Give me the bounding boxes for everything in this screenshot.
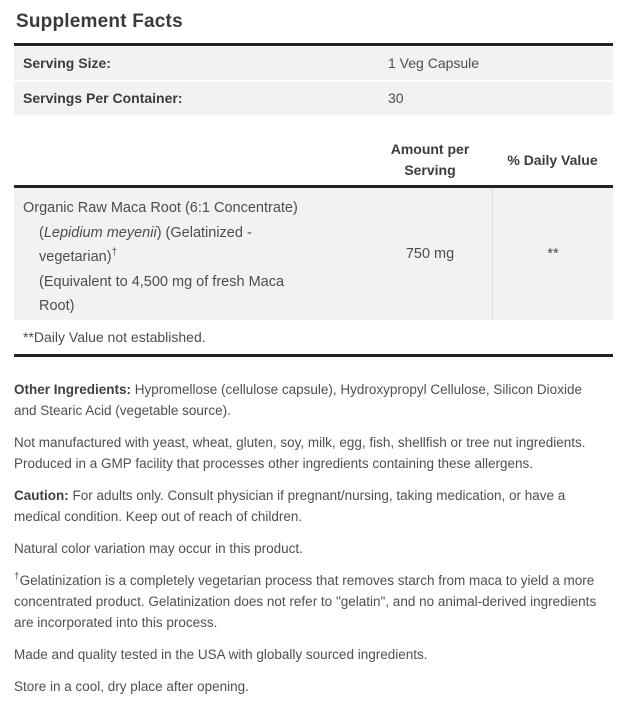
servings-per-container-label: Servings Per Container: <box>23 90 183 106</box>
dagger-symbol: † <box>14 571 20 582</box>
dagger-symbol: † <box>111 247 118 259</box>
ingredient-name <box>14 188 368 320</box>
other-ingredients-label: Other Ingredients: <box>14 381 132 397</box>
ingredient-daily-value: ** <box>492 188 613 320</box>
daily-value-footnote: **Daily Value not established. <box>23 328 206 345</box>
vegetarian-text: vegetarian) <box>39 249 112 265</box>
info-paragraphs <box>14 379 613 697</box>
ingredient-name-line1: Organic Raw Maca Root (6:1 Concentrate) <box>23 200 298 216</box>
other-ingredients-text: Hypromellose (cellulose capsule), Hydroxypropyl Cellulose, Silicon Dioxide and Stearic Acid (vegetable source). <box>14 381 582 418</box>
amount-header-line2: Serving <box>404 162 456 178</box>
serving-size-row <box>14 47 613 80</box>
ingredient-name-line4: (Equivalent to 4,500 mg of fresh Maca <box>39 273 285 290</box>
serving-size-value: 1 Veg Capsule <box>388 55 480 71</box>
ingredient-row <box>14 188 613 320</box>
ingredient-name-line5: Root) <box>39 298 75 314</box>
ingredient-amount: 750 mg <box>405 245 455 262</box>
amount-header-line1: Amount per <box>390 141 470 157</box>
allergen-paragraph: Not manufactured with yeast, wheat, gluten, soy, milk, egg, fish, shellfish or tree nut ingredients. Produced in a GMP facility that processes other ingredients containing these allergens. <box>14 434 586 471</box>
page-title: Supplement Facts <box>16 11 183 32</box>
storage-paragraph: Store in a cool, dry place after opening. <box>14 678 249 694</box>
amount-per-serving-header <box>368 139 492 181</box>
daily-value-header: % Daily Value <box>507 152 598 168</box>
facts-table-header <box>14 135 613 185</box>
serving-size-label: Serving Size: <box>23 55 111 71</box>
top-divider-rule <box>14 43 613 46</box>
caution-label: Caution: <box>14 487 69 503</box>
ingredient-name-line2 <box>23 221 368 246</box>
made-in-usa-paragraph: Made and quality tested in the USA with globally sourced ingredients. <box>14 646 428 662</box>
gelatinization-paragraph <box>14 570 607 633</box>
caution-paragraph <box>14 485 607 527</box>
ingredient-name-line3 <box>23 245 368 270</box>
latin-name-suffix: ) (Gelatinized - <box>156 224 252 241</box>
servings-per-container-value: 30 <box>388 90 404 106</box>
latin-name-open-paren: ( <box>39 224 44 241</box>
color-variation-paragraph: Natural color variation may occur in this product. <box>14 540 303 556</box>
latin-name: Lepidium meyenii <box>43 224 157 241</box>
bottom-divider-rule <box>14 354 613 357</box>
caution-text: For adults only. Consult physician if pregnant/nursing, taking medication, or have a medical condition. Keep out of reach of children. <box>14 487 566 524</box>
servings-per-container-row <box>14 82 613 115</box>
supplement-facts-panel <box>0 10 625 697</box>
gelatinization-text: Gelatinization is a completely vegetarian process that removes starch from maca to yield a more concentrated product. Gelatinization does not refer to "gelatin", and no animal-derived ingredients are incorporated into this process. <box>14 572 597 630</box>
other-ingredients-paragraph <box>14 379 607 421</box>
